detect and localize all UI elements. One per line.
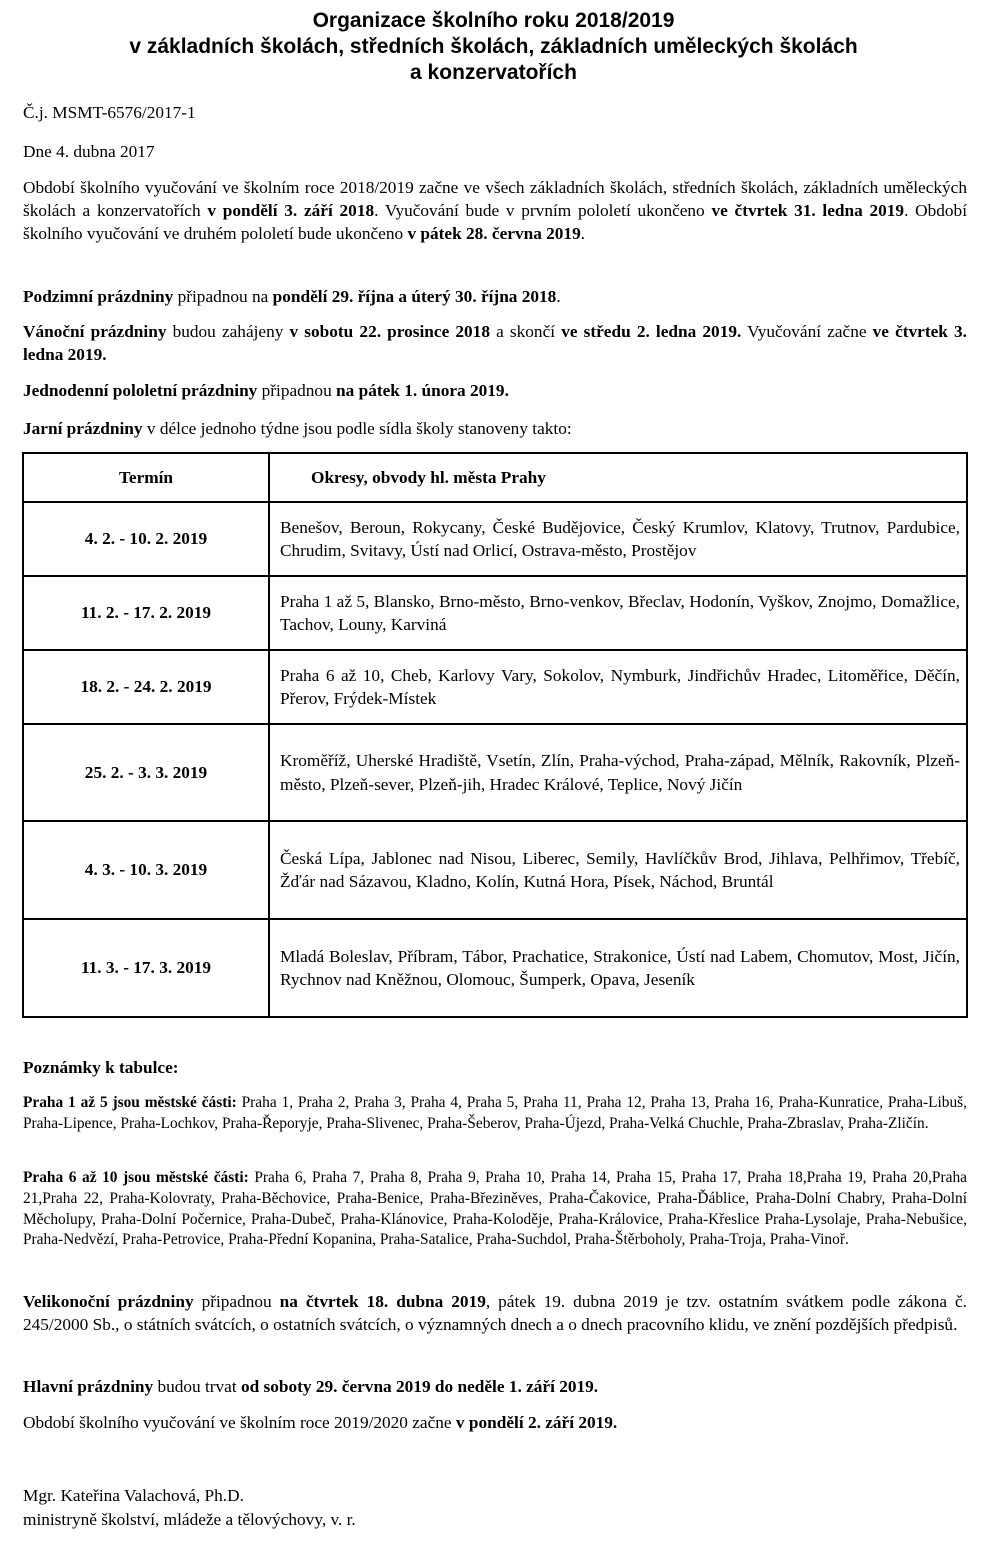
next-year-paragraph: Období školního vyučování ve školním roce 2019/2020 začne v pondělí 2. září 2019. bbox=[23, 1413, 618, 1432]
autumn-holiday-paragraph: Podzimní prázdniny připadnou na pondělí 29. října a úterý 30. října 2018. bbox=[23, 287, 561, 306]
spring-holiday-paragraph: Jarní prázdniny v délce jednoho týdne jsou podle sídla školy stanoveny takto: bbox=[23, 419, 572, 438]
term-cell: 4. 3. - 10. 3. 2019 bbox=[23, 821, 269, 919]
term-cell: 18. 2. - 24. 2. 2019 bbox=[23, 650, 269, 724]
districts-cell: Mladá Boleslav, Příbram, Tábor, Prachatice, Strakonice, Ústí nad Labem, Chomutov, Most, Jičín, Rychnov nad Kněžnou, Olomouc, Šumperk, Opava, Jeseník bbox=[269, 919, 967, 1017]
table-row bbox=[23, 576, 967, 650]
districts-cell: Česká Lípa, Jablonec nad Nisou, Liberec, Semily, Havlíčkův Brod, Jihlava, Pelhřimov, Třebíč, Žďár nad Sázavou, Kladno, Kolín, Kutná Hora, Písek, Náchod, Bruntál bbox=[269, 821, 967, 919]
title-line-1: Organizace školního roku 2018/2019 bbox=[312, 9, 675, 32]
signature-block bbox=[23, 1484, 356, 1531]
header-districts: Okresy, obvody hl. města Prahy bbox=[269, 453, 967, 502]
table-row bbox=[23, 502, 967, 576]
title-line-2: v základních školách, středních školách, základních uměleckých školách bbox=[129, 35, 858, 58]
reference-number: Č.j. MSMT-6576/2017-1 bbox=[23, 103, 196, 122]
term-cell: 11. 3. - 17. 3. 2019 bbox=[23, 919, 269, 1017]
districts-cell: Benešov, Beroun, Rokycany, České Budějovice, Český Krumlov, Klatovy, Trutnov, Pardubice, Chrudim, Svitavy, Ústí nad Orlicí, Ostrava-město, Prostějov bbox=[269, 502, 967, 576]
notes-heading: Poznámky k tabulce: bbox=[23, 1058, 179, 1077]
term-cell: 25. 2. - 3. 3. 2019 bbox=[23, 724, 269, 821]
note-praha-1-5: Praha 1 až 5 jsou městské části: Praha 1, Praha 2, Praha 3, Praha 4, Praha 5, Praha 11, Praha 12, Praha 13, Praha 16, Praha-Kunratice, Praha-Libuš, Praha-Lipence, Praha-Lochkov, Praha-Řeporyje, Praha-Slivenec, Praha-Šeberov, Praha-Újezd, Praha-Velká Chuchle, Praha-Zbraslav, Praha-Zličín. bbox=[23, 1094, 967, 1132]
signature-role: ministryně školství, mládeže a tělovýchovy, v. r. bbox=[23, 1509, 356, 1529]
halfyear-holiday-paragraph: Jednodenní pololetní prázdniny připadnou na pátek 1. února 2019. bbox=[23, 381, 509, 400]
title-line-3: a konzervatořích bbox=[410, 61, 577, 84]
table-row bbox=[23, 724, 967, 821]
term-cell: 4. 2. - 10. 2. 2019 bbox=[23, 502, 269, 576]
signature-name: Mgr. Kateřina Valachová, Ph.D. bbox=[23, 1486, 244, 1505]
easter-holiday-paragraph: Velikonoční prázdniny připadnou na čtvrtek 18. dubna 2019, pátek 19. dubna 2019 je tzv. ostatním svátkem podle zákona č. 245/2000 Sb., o státních svátcích, o ostatních svátcích, o významných dnech a o dnech pracovního klidu, ve znění pozdějších předpisů. bbox=[23, 1292, 967, 1335]
christmas-holiday-paragraph: Vánoční prázdniny budou zahájeny v sobotu 22. prosince 2018 a skončí ve středu 2. ledna 2019. Vyučování začne ve čtvrtek 3. ledna 2019. bbox=[23, 322, 967, 365]
summer-holiday-paragraph: Hlavní prázdniny budou trvat od soboty 29. června 2019 do neděle 1. září 2019. bbox=[23, 1377, 599, 1396]
document-date: Dne 4. dubna 2017 bbox=[23, 142, 155, 161]
term-cell: 11. 2. - 17. 2. 2019 bbox=[23, 576, 269, 650]
document-title bbox=[0, 8, 987, 86]
table-row bbox=[23, 821, 967, 919]
districts-cell: Kroměříž, Uherské Hradiště, Vsetín, Zlín, Praha-východ, Praha-západ, Mělník, Rakovník, Plzeň-město, Plzeň-sever, Plzeň-jih, Hradec Králové, Teplice, Nový Jičín bbox=[269, 724, 967, 821]
table-row bbox=[23, 919, 967, 1017]
table-row bbox=[23, 650, 967, 724]
header-term: Termín bbox=[23, 453, 269, 502]
spring-holiday-table bbox=[22, 452, 968, 1018]
table-header-row bbox=[23, 453, 967, 502]
districts-cell: Praha 1 až 5, Blansko, Brno-město, Brno-venkov, Břeclav, Hodonín, Vyškov, Znojmo, Domažlice, Tachov, Louny, Karviná bbox=[269, 576, 967, 650]
intro-paragraph: Období školního vyučování ve školním roce 2018/2019 začne ve všech základních školách, středních školách, základních uměleckých školách a konzervatořích v pondělí 3. září 2018. Vyučování bude v prvním pololetí ukončeno ve čtvrtek 31. ledna 2019. Období školního vyučování ve druhém pololetí bude ukončeno v pátek 28. června 2019. bbox=[23, 178, 967, 244]
districts-cell: Praha 6 až 10, Cheb, Karlovy Vary, Sokolov, Nymburk, Jindřichův Hradec, Litoměřice, Děčín, Přerov, Frýdek-Místek bbox=[269, 650, 967, 724]
note-praha-6-10: Praha 6 až 10 jsou městské části: Praha 6, Praha 7, Praha 8, Praha 9, Praha 10, Praha 14, Praha 15, Praha 17, Praha 18,Praha 19, Praha 20,Praha 21,Praha 22, Praha-Kolovraty, Praha-Běchovice, Praha-Benice, Praha-Březiněves, Praha-Čakovice, Praha-Ďáblice, Praha-Dolní Chabry, Praha-Dolní Měcholupy, Praha-Dolní Počernice, Praha-Dubeč, Praha-Klánovice, Praha-Koloděje, Praha-Královice, Praha-Křeslice Praha-Lysolaje, Praha-Nebušice, Praha-Nedvězí, Praha-Petrovice, Praha-Přední Kopanina, Praha-Satalice, Praha-Suchdol, Praha-Štěrboholy, Praha-Troja, Praha-Vinoř. bbox=[23, 1169, 967, 1249]
